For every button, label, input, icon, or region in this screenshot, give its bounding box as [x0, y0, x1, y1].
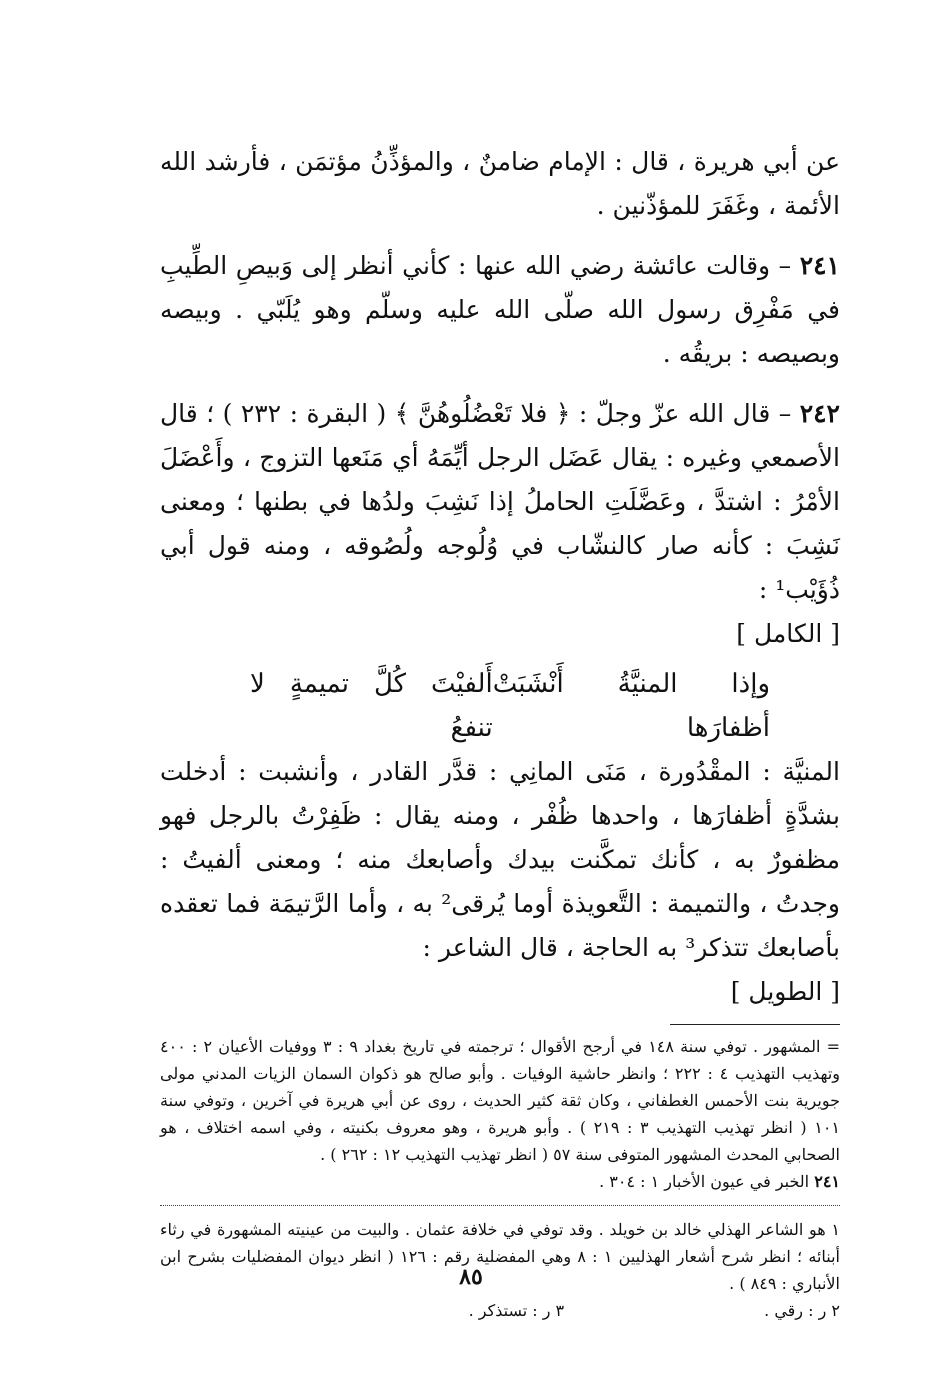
footnotes-divider: [160, 1205, 840, 1206]
paragraph-242: [160, 392, 840, 612]
footnote-1: ١ هو الشاعر الهذلي خالد بن خويلد . وقد توفي في خلافة عثمان . والبيت من عينيته المشهورة في رثاء أبنائه ؛ انظر شرح أشعار الهذليين ١ : ٨ وهي المفضلية رقم : ١٢٦ ( انظر ديوان المفضليات بشرح ابن الأنباري : ٨٤٩ ) .: [160, 1220, 841, 1293]
paragraph-241: [160, 244, 840, 376]
verse-first-hemistich: وإذا المنيَّةُ أَنْشَبَتْ أظفارَها: [492, 669, 770, 743]
notes-section: [160, 1033, 840, 1195]
note-number-241: ٢٤١: [814, 1172, 840, 1191]
entry-number-241: ٢٤١: [799, 251, 840, 280]
footnote-3: ٣ ر : تستذكر .: [468, 1301, 565, 1320]
notes-divider: [670, 1024, 840, 1025]
main-text: [160, 140, 840, 1014]
verse-second-hemistich: أَلفيْتَ كُلَّ تميمةٍ لا تنفعُ: [250, 669, 493, 743]
paragraph-commentary: المنيَّة : المقْدُورة ، مَنَى المانِي : قدَّر القادر ، وأنشبت : أدخلت بشدَّةٍ أظفارَها ، واحدها ظُفْر ، ومنه يقال : ظَفِرْتُ بالرجل فهو مظفورٌ به ، كأنك تمكَّنت بيدك وأصابعك منه ؛ ومعنى ألفيتُ : وجدتُ ، والتميمة : التَّعويذة أوما يُرقى² به ، وأما الرَّتيمَة فما تعقده بأصابعك تتذكر³ به الحاجة ، قال الشاعر :: [160, 757, 841, 962]
poetry-verse: [160, 662, 840, 750]
note-241: [160, 1168, 840, 1195]
meter-label-tawil: [ الطويل ]: [730, 977, 840, 1006]
paragraph-241-text: – وقالت عائشة رضي الله عنها : كأني أنظر إلى وَبيصِ الطِّيبِ في مَفْرِق رسول الله صلّى الله عليه وسلّم وهو يُلَبّي . وبيصه وبصيصه : بريقُه .: [160, 251, 840, 368]
paragraph-1: عن أبي هريرة ، قال : الإمام ضامنٌ ، والمؤذِّنُ مؤتمَن ، فأرشد الله الأئمة ، وغَفَرَ للمؤذّنين .: [160, 147, 840, 220]
page-number: ٨٥: [459, 1264, 483, 1290]
footnotes-row: [160, 1297, 840, 1324]
entry-number-242: ٢٤٢: [799, 399, 840, 428]
note-241-text: الخبر في عيون الأخبار ١ : ٣٠٤ .: [599, 1172, 810, 1191]
paragraph-242-text: – قال الله عزّ وجلّ : ﴿ فلا تَعْضُلُوهُنَّ ﴾ ( البقرة : ٢٣٢ ) ؛ قال الأصمعي وغيره : يقال عَضَل الرجل أيِّمَهُ أي مَنَعها التزوج ، وأَعْضَلَ الأمْرُ : اشتدَّ ، وعَضَّلَتِ الحاملُ إذا نَشِبَ ولدُها في بطنها ؛ ومعنى نَشِبَ : كأنه صار كالنشّاب في وُلُوجه ولُصُوقه ، ومنه قول أبي ذُؤَيْب¹ :: [160, 399, 840, 604]
footnote-2: ٢ ر : رقي .: [764, 1301, 840, 1320]
note-continuation: = المشهور . توفي سنة ١٤٨ في أرجح الأقوال ؛ ترجمته في تاريخ بغداد ٩ : ٣ ووفيات الأعيان ٢ : ٤٠٠ وتهذيب التهذيب ٤ : ٢٢٢ ؛ وانظر حاشية الوفيات . وأبو صالح هو ذكوان السمان الزيات المدني مولى جويرية بنت الأحمس الغطفاني ، وكان ثقة كثير الحديث ، روى عن أبي هريرة في آخرين ، وتوفي سنة ١٠١ ( انظر تهذيب التهذيب ٣ : ٢١٩ ) . وأبو هريرة ، وهو معروف بكنيته ، وفي اسمه اختلاف ، هو الصحابي المحدث المشهور المتوفى سنة ٥٧ ( انظر تهذيب التهذيب ١٢ : ٢٦٢ ) .: [160, 1037, 841, 1164]
meter-label-kamil: [ الكامل ]: [736, 619, 840, 648]
page-content: [160, 140, 840, 1324]
